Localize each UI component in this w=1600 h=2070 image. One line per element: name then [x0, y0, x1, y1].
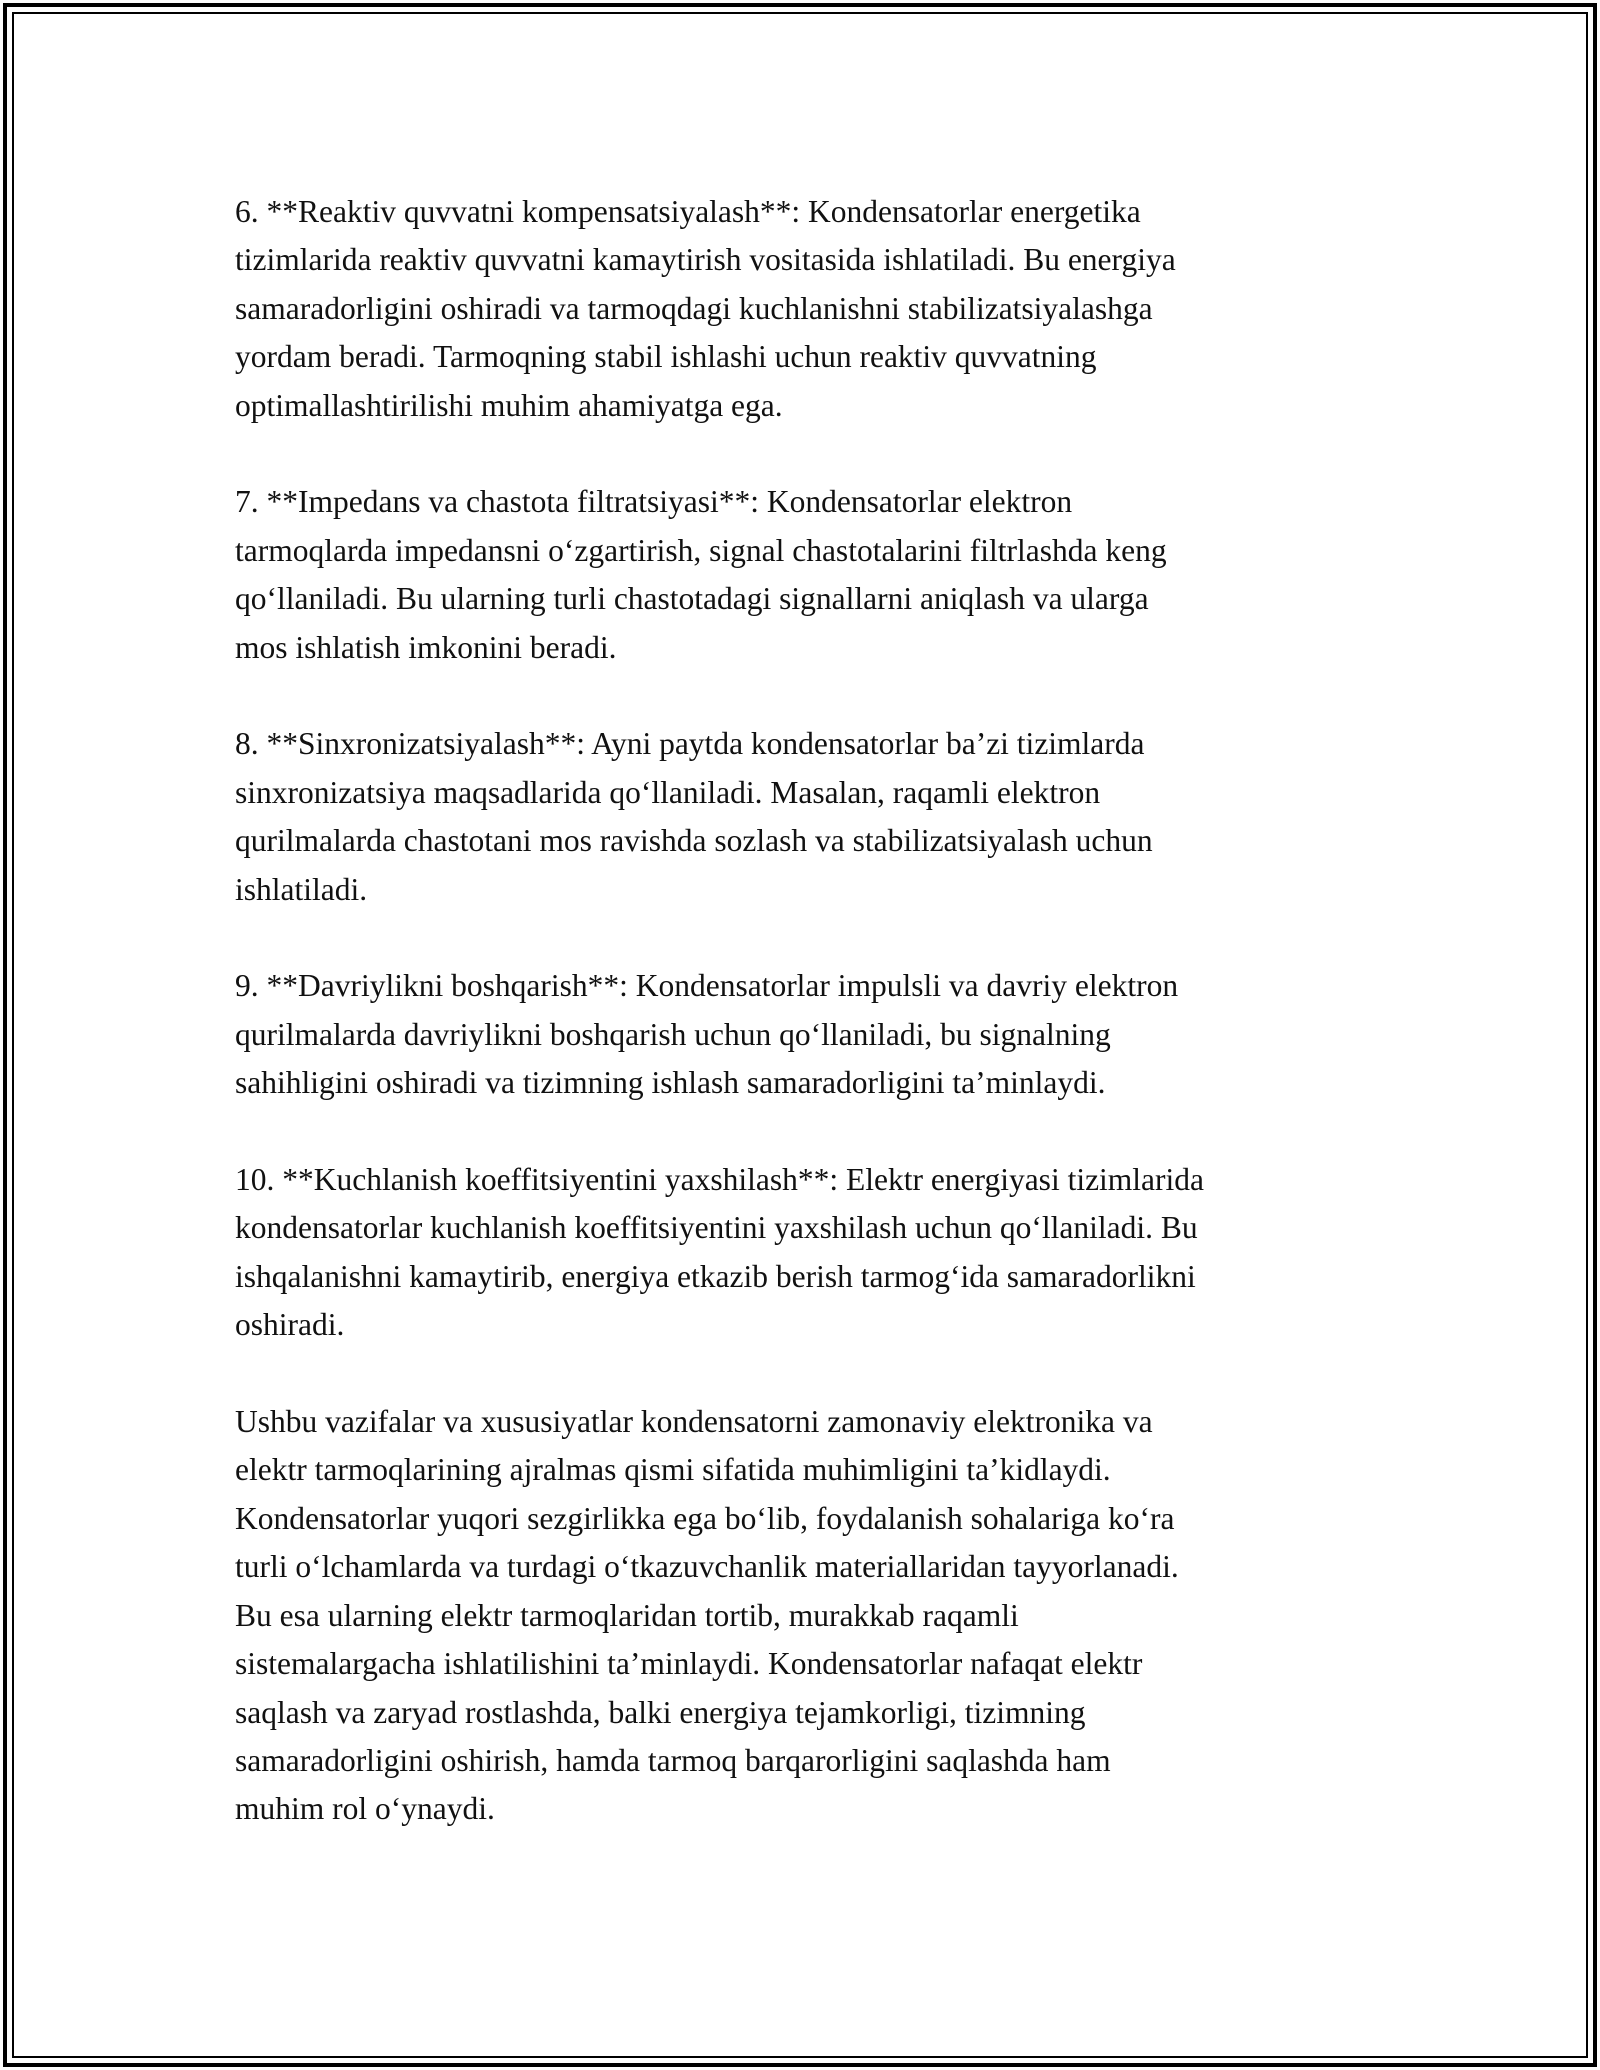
text-line: 6. **Reaktiv quvvatni kompensatsiyalash**: Kondensatorlar energetika	[235, 194, 1141, 229]
paragraph-conclusion	[235, 1398, 1395, 1834]
text-line: Bu esa ularning elektr tarmoqlaridan tortib, murakkab raqamli	[235, 1597, 1019, 1633]
text-line: 7. **Impedans va chastota filtratsiyasi**: Kondensatorlar elektron	[235, 484, 1073, 520]
text-line: yordam beradi. Tarmoqning stabil ishlashi uchun reaktiv quvvatning	[235, 339, 1097, 375]
text-line: saqlash va zaryad rostlashda, balki energiya tejamkorligi, tizimning	[235, 1694, 1086, 1730]
text-line: sahihligini oshiradi va tizimning ishlash samaradorligini ta’minlaydi.	[235, 1065, 1106, 1101]
paragraph-item-10	[235, 1156, 1395, 1350]
text-line: Ushbu vazifalar va xususiyatlar kondensatorni zamonaviy elektronika va	[235, 1404, 1153, 1440]
text-line: kondensatorlar kuchlanish koeffitsiyentini yaxshilash uchun qo‘llaniladi. Bu	[235, 1210, 1198, 1246]
text-line: optimallashtirilishi muhim ahamiyatga ega.	[235, 387, 783, 423]
text-line: sinxronizatsiya maqsadlarida qo‘llaniladi. Masalan, raqamli elektron	[235, 774, 1101, 810]
text-line: turli o‘lchamlarda va turdagi o‘tkazuvchanlik materiallaridan tayyorlanadi.	[235, 1549, 1179, 1585]
text-line: ishqalanishni kamaytirib, energiya etkazib berish tarmog‘ida samaradorlikni	[235, 1258, 1196, 1294]
paragraph-item-7	[235, 478, 1395, 672]
text-line: muhim rol o‘ynaydi.	[235, 1791, 495, 1827]
document-body	[235, 188, 1395, 1882]
text-line: mos ishlatish imkonini beradi.	[235, 629, 617, 665]
text-line: samaradorligini oshiradi va tarmoqdagi kuchlanishni stabilizatsiyalashga	[235, 290, 1153, 326]
text-line: 10. **Kuchlanish koeffitsiyentini yaxshilash**: Elektr energiyasi tizimlarida	[235, 1162, 1205, 1198]
paragraph-item-8	[235, 720, 1395, 914]
text-line: samaradorligini oshirish, hamda tarmoq barqarorligini saqlashda ham	[235, 1742, 1111, 1778]
text-line: ishlatiladi.	[235, 871, 368, 907]
text-line: oshiradi.	[235, 1307, 345, 1343]
text-line: tizimlarida reaktiv quvvatni kamaytirish vositasida ishlatiladi. Bu energiya	[235, 242, 1176, 278]
text-line: qurilmalarda davriylikni boshqarish uchun qo‘llaniladi, bu signalning	[235, 1016, 1111, 1052]
text-line: tarmoqlarda impedansni o‘zgartirish, signal chastotalarini filtrlashda keng	[235, 532, 1167, 568]
paragraph-item-9	[235, 962, 1395, 1107]
text-line: qurilmalarda chastotani mos ravishda sozlash va stabilizatsiyalash uchun	[235, 823, 1153, 859]
text-line: Kondensatorlar yuqori sezgirlikka ega bo‘lib, foydalanish sohalariga ko‘ra	[235, 1500, 1175, 1536]
text-line: sistemalargacha ishlatilishini ta’minlaydi. Kondensatorlar nafaqat elektr	[235, 1646, 1143, 1682]
text-line: 8. **Sinxronizatsiyalash**: Ayni paytda kondensatorlar ba’zi tizimlarda	[235, 726, 1145, 762]
text-line: 9. **Davriylikni boshqarish**: Kondensatorlar impulsli va davriy elektron	[235, 968, 1179, 1004]
paragraph-item-6	[235, 188, 1395, 430]
text-line: qo‘llaniladi. Bu ularning turli chastotadagi signallarni aniqlash va ularga	[235, 581, 1149, 617]
text-line: elektr tarmoqlarining ajralmas qismi sifatida muhimligini ta’kidlaydi.	[235, 1452, 1111, 1488]
